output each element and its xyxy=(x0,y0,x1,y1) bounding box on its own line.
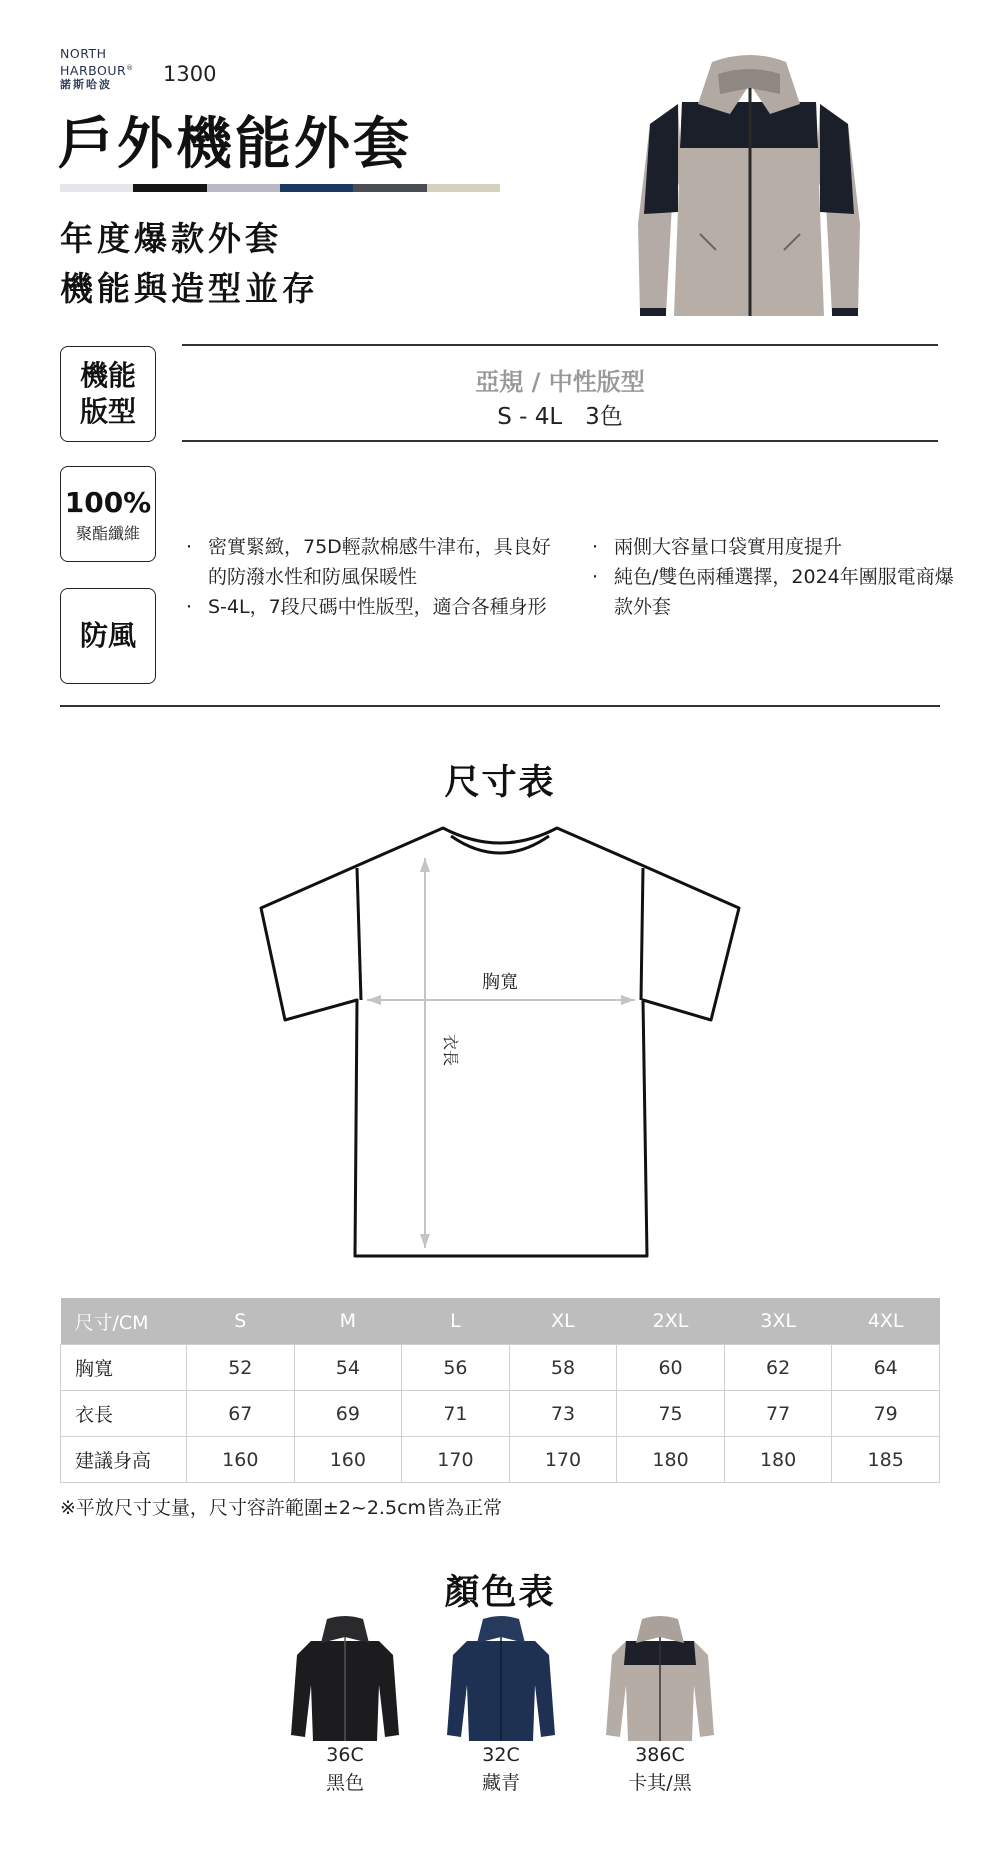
table-cell: 180 xyxy=(617,1437,725,1483)
swatch-4 xyxy=(280,184,353,192)
badge-material-percent: 100% xyxy=(64,485,152,519)
size-header-cell: XL xyxy=(509,1298,617,1345)
features-right xyxy=(588,532,958,622)
badge-material-label: 聚酯纖維 xyxy=(75,523,140,543)
table-cell: 180 xyxy=(724,1437,832,1483)
size-header-cell: 3XL xyxy=(724,1298,832,1345)
size-header-cell: 尺寸/CM xyxy=(61,1298,187,1345)
color-item-khaki-black xyxy=(595,1615,725,1797)
table-cell: 160 xyxy=(294,1437,402,1483)
size-chart-title: 尺寸表 xyxy=(444,763,556,803)
divider-fit-top xyxy=(182,344,938,346)
table-cell: 67 xyxy=(187,1391,295,1437)
jacket-thumbnail xyxy=(604,1615,716,1741)
color-code: 32C xyxy=(482,1744,520,1766)
jacket-thumbnail xyxy=(445,1615,557,1741)
table-row xyxy=(61,1437,940,1483)
swatch-5 xyxy=(353,184,426,192)
tshirt-diagram xyxy=(255,820,745,1260)
color-item-black xyxy=(280,1615,410,1797)
size-header-cell: L xyxy=(402,1298,510,1345)
table-cell: 60 xyxy=(617,1345,725,1391)
brand-name-line2: HARBOUR xyxy=(60,63,127,79)
size-header-cell: S xyxy=(187,1298,295,1345)
color-code: 386C xyxy=(635,1744,685,1766)
table-cell: 胸寬 xyxy=(61,1345,187,1391)
badge-fit xyxy=(60,346,156,442)
table-cell: 160 xyxy=(187,1437,295,1483)
color-name: 卡其/黑 xyxy=(628,1772,692,1794)
color-name: 黑色 xyxy=(325,1772,364,1794)
tshirt-outline xyxy=(261,828,739,1256)
badge-windproof xyxy=(60,588,156,684)
feature-item: · S-4L，7段尺碼中性版型，適合各種身形 xyxy=(182,592,552,622)
table-cell: 170 xyxy=(509,1437,617,1483)
table-cell: 58 xyxy=(509,1345,617,1391)
table-cell: 56 xyxy=(402,1345,510,1391)
table-cell: 62 xyxy=(724,1345,832,1391)
table-row xyxy=(61,1345,940,1391)
subtitle-line2: 機能與造型並存 xyxy=(60,269,319,308)
color-code: 36C xyxy=(326,1744,364,1766)
badge-material xyxy=(60,466,156,562)
table-cell: 77 xyxy=(724,1391,832,1437)
subtitle-line1: 年度爆款外套 xyxy=(60,219,282,258)
product-code: 1300 xyxy=(163,62,217,86)
size-header-cell: 4XL xyxy=(832,1298,940,1345)
brand-name-cn: 諾斯哈波 xyxy=(60,78,112,92)
page-title: 戶外機能外套 xyxy=(58,112,412,177)
table-cell: 52 xyxy=(187,1345,295,1391)
feature-item: · 純色/雙色兩種選擇，2024年團服電商爆款外套 xyxy=(588,562,958,622)
table-cell: 69 xyxy=(294,1391,402,1437)
color-chart-title: 顏色表 xyxy=(444,1573,556,1613)
length-label: 衣長 xyxy=(441,1033,460,1067)
table-cell: 64 xyxy=(832,1345,940,1391)
subtitle xyxy=(60,214,319,314)
swatch-1 xyxy=(60,184,133,192)
table-cell: 75 xyxy=(617,1391,725,1437)
brand-logo xyxy=(60,47,134,92)
table-cell: 185 xyxy=(832,1437,940,1483)
swatch-3 xyxy=(207,184,280,192)
table-row xyxy=(61,1391,940,1437)
feature-item: · 密實緊緻，75D輕款棉感牛津布，具良好的防潑水性和防風保暖性 xyxy=(182,532,552,592)
swatch-2 xyxy=(133,184,206,192)
color-name: 藏青 xyxy=(481,1772,520,1794)
chest-label: 胸寬 xyxy=(482,972,518,993)
size-header-cell: 2XL xyxy=(617,1298,725,1345)
feature-item: · 兩側大容量口袋實用度提升 xyxy=(588,532,958,562)
table-cell: 54 xyxy=(294,1345,402,1391)
fit-sizes: S - 4L 3色 xyxy=(497,404,623,430)
registered-mark: ® xyxy=(126,64,134,72)
color-swatch-bar xyxy=(60,184,500,192)
jacket-product-image xyxy=(630,54,870,316)
brand-name-line1: NORTH xyxy=(60,46,107,61)
color-item-navy xyxy=(436,1615,566,1797)
badge-fit-line2: 版型 xyxy=(79,395,136,428)
size-table xyxy=(60,1298,940,1483)
fit-label: 亞規 / 中性版型 xyxy=(475,368,645,396)
size-table-header xyxy=(61,1298,940,1345)
table-cell: 170 xyxy=(402,1437,510,1483)
table-cell: 79 xyxy=(832,1391,940,1437)
badge-windproof-label: 防風 xyxy=(79,619,136,652)
table-cell: 衣長 xyxy=(61,1391,187,1437)
size-note: ※平放尺寸丈量，尺寸容許範圍±2~2.5cm皆為正常 xyxy=(60,1497,503,1519)
table-cell: 71 xyxy=(402,1391,510,1437)
features-left xyxy=(182,532,552,622)
swatch-6 xyxy=(427,184,500,192)
badge-fit-line1: 機能 xyxy=(79,359,136,392)
table-cell: 73 xyxy=(509,1391,617,1437)
jacket-thumbnail xyxy=(289,1615,401,1741)
size-header-cell: M xyxy=(294,1298,402,1345)
divider-section xyxy=(60,705,940,707)
table-cell: 建議身高 xyxy=(61,1437,187,1483)
divider-fit-bottom xyxy=(182,440,938,442)
